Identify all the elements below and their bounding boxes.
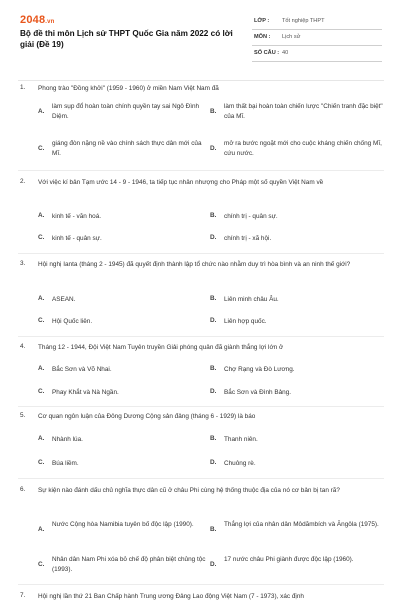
option-text: Hội Quốc liên.: [52, 318, 93, 325]
logo-suffix: .vn: [45, 19, 55, 25]
option-label: D.: [210, 145, 217, 152]
option-b[interactable]: [210, 212, 386, 224]
question-text: Hội nghị Ianta (tháng 2 - 1945) đã quyết định thành lập tổ chức nào nhằm duy trì hòa bình và an ninh thế giới?: [38, 261, 351, 268]
meta-key: MÔN :: [254, 34, 271, 40]
option-text: làm sụp đổ hoàn toàn chính quyền tay sai Ngô Đình Diệm.: [52, 103, 200, 120]
option-a[interactable]: [38, 365, 208, 377]
question-4: [20, 343, 386, 355]
option-d[interactable]: [210, 555, 386, 577]
option-label: A.: [38, 435, 45, 442]
option-text: Chợ Rạng và Đò Lương.: [224, 366, 295, 373]
option-d[interactable]: [210, 234, 386, 246]
document-title: Bộ đề thi môn Lịch sử THPT Quốc Gia năm 2022 có lời giải (Đề 19): [20, 29, 233, 49]
option-label: C.: [38, 317, 45, 324]
question-text: Phong trào "Đồng khởi" (1959 - 1960) ở miền Nam Việt Nam đã: [38, 85, 219, 92]
question-text: Cơ quan ngôn luận của Đông Dương Cộng sản đảng (tháng 6 - 1929) là báo: [38, 413, 256, 420]
option-d[interactable]: [210, 317, 386, 329]
option-c[interactable]: [38, 234, 208, 246]
option-text: Liên hợp quốc.: [224, 318, 267, 325]
question-number: 6.: [20, 486, 26, 493]
option-a[interactable]: [38, 212, 208, 224]
option-label: A.: [38, 108, 45, 115]
option-text: chính trị - xã hội.: [224, 235, 272, 242]
option-c[interactable]: [38, 555, 208, 577]
option-label: A.: [38, 365, 45, 372]
option-text: Chuông rè.: [224, 460, 256, 467]
option-b[interactable]: [210, 435, 386, 447]
option-text: làm thất bại hoàn toàn chiến lược "Chiến tranh đặc biệt" của Mĩ.: [224, 103, 383, 120]
meta-value: 40: [282, 50, 289, 56]
question-divider: [18, 406, 384, 407]
option-text: Phay Khắt và Nà Ngần.: [52, 389, 119, 396]
option-text: chính trị - quân sự.: [224, 213, 278, 220]
question-text: Sự kiện nào đánh dấu chủ nghĩa thực dân cũ ở châu Phi cùng hệ thống thuộc địa của nó cơ bản bị tan rã?: [38, 487, 340, 494]
question-number: 1.: [20, 84, 26, 91]
option-d[interactable]: [210, 388, 386, 400]
option-label: D.: [210, 317, 217, 324]
option-text: giáng đòn nặng nề vào chính sách thực dân mới của Mĩ.: [52, 140, 202, 157]
option-text: 17 nước châu Phi giành được độc lập (1960).: [224, 556, 354, 563]
option-text: mở ra bước ngoặt mới cho cuộc kháng chiến chống Mĩ, cứu nước.: [224, 140, 382, 157]
option-label: D.: [210, 561, 217, 568]
option-d[interactable]: [210, 139, 386, 161]
option-c[interactable]: [38, 459, 208, 471]
option-text: Thắng lợi của nhân dân Môdămbích và Ăngôla (1975).: [224, 521, 379, 528]
option-text: Liên minh châu Âu.: [224, 296, 279, 303]
question-6: [20, 486, 386, 508]
option-a[interactable]: [38, 520, 208, 542]
option-text: Nhành lúa.: [52, 436, 83, 443]
option-text: Nhân dân Nam Phi xóa bỏ chế độ phân biệt chủng tộc (1993).: [52, 556, 206, 573]
option-text: Búa liềm.: [52, 460, 79, 467]
option-text: ASEAN.: [52, 296, 76, 303]
option-text: kinh tế - quân sự.: [52, 235, 102, 242]
question-5: [20, 412, 386, 424]
option-label: B.: [210, 435, 217, 442]
option-label: D.: [210, 459, 217, 466]
option-b[interactable]: [210, 295, 386, 307]
option-label: D.: [210, 388, 217, 395]
option-label: B.: [210, 212, 217, 219]
option-label: A.: [38, 526, 45, 533]
question-number: 5.: [20, 412, 26, 419]
option-text: kinh tế - văn hoá.: [52, 213, 102, 220]
question-number: 4.: [20, 343, 26, 350]
option-d[interactable]: [210, 459, 386, 471]
option-label: B.: [210, 365, 217, 372]
option-text: Thanh niên.: [224, 436, 258, 443]
question-divider: [18, 253, 384, 254]
option-label: C.: [38, 234, 45, 241]
question-2: [20, 178, 386, 206]
option-a[interactable]: [38, 295, 208, 307]
option-b[interactable]: [210, 102, 386, 124]
option-c[interactable]: [38, 388, 208, 400]
meta-key: SỐ CÂU :: [254, 50, 280, 56]
question-text: Tháng 12 - 1944, Đội Việt Nam Tuyên truyền Giải phóng quân đã giành thắng lợi lớn ở: [38, 344, 284, 351]
meta-value: Lịch sử: [282, 34, 301, 40]
option-text: Bắc Sơn và Võ Nhai.: [52, 366, 112, 373]
option-a[interactable]: [38, 435, 208, 447]
option-c[interactable]: [38, 139, 208, 161]
question-divider: [18, 584, 384, 585]
option-label: C.: [38, 145, 45, 152]
question-number: 3.: [20, 260, 26, 267]
question-text: Hội nghị lần thứ 21 Ban Chấp hành Trung ương Đảng Lao động Việt Nam (7 - 1973), xác định: [38, 593, 304, 600]
option-text: Nước Cộng hòa Namibia tuyên bố độc lập (1990).: [52, 521, 194, 528]
option-label: B.: [210, 526, 217, 533]
option-b[interactable]: [210, 365, 386, 377]
option-label: C.: [38, 459, 45, 466]
option-label: A.: [38, 295, 45, 302]
option-label: B.: [210, 295, 217, 302]
question-divider: [18, 170, 384, 171]
question-7: [20, 592, 386, 600]
option-text: Bắc Sơn và Đình Bảng.: [224, 389, 292, 396]
meta-value: Tốt nghiệp THPT: [282, 18, 325, 24]
option-label: A.: [38, 212, 45, 219]
option-label: C.: [38, 388, 45, 395]
question-divider: [18, 478, 384, 479]
option-a[interactable]: [38, 102, 208, 124]
option-b[interactable]: [210, 520, 386, 542]
question-text: Với việc kí bản Tạm ước 14 - 9 - 1946, ta tiếp tục nhân nhượng cho Pháp một số quyền Việt Nam về: [38, 179, 324, 186]
logo-text: 2048: [20, 14, 46, 26]
option-label: D.: [210, 234, 217, 241]
option-c[interactable]: [38, 317, 208, 329]
question-divider: [18, 336, 384, 337]
meta-key: LỚP :: [254, 18, 270, 24]
question-number: 7.: [20, 592, 26, 599]
question-3: [20, 260, 386, 288]
option-label: C.: [38, 561, 45, 568]
option-label: B.: [210, 108, 217, 115]
question-number: 2.: [20, 178, 26, 185]
